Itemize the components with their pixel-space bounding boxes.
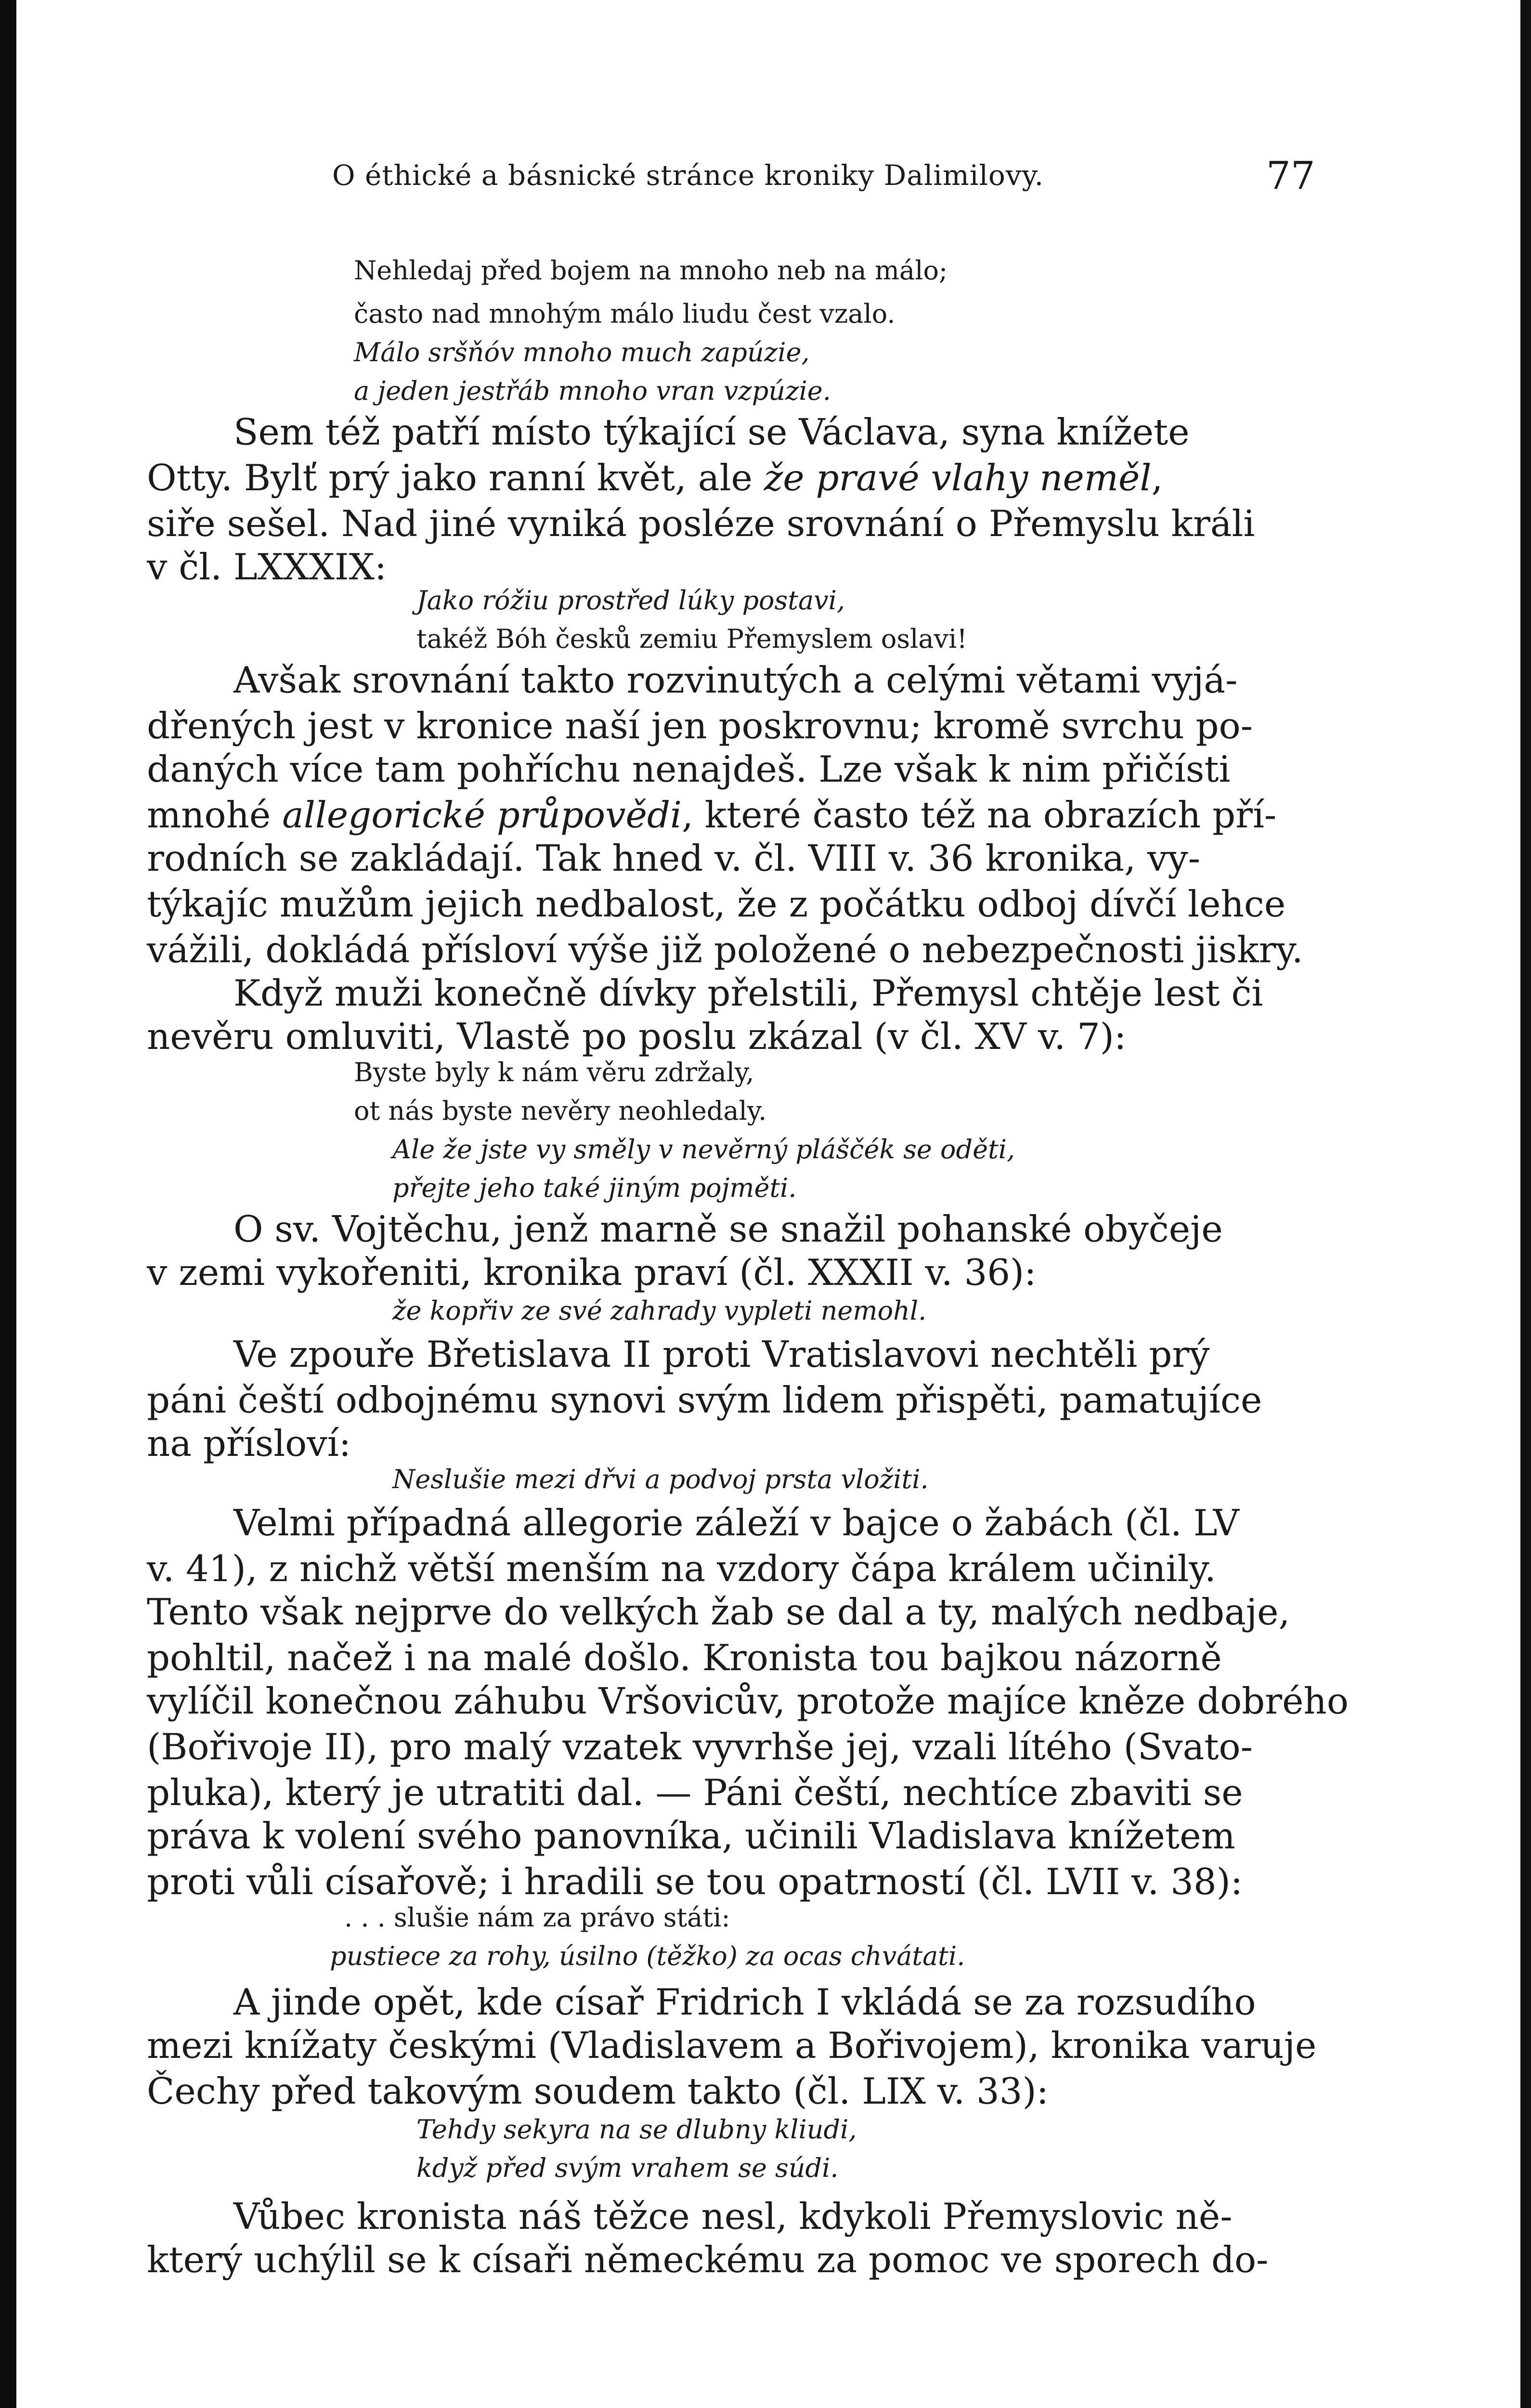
quote-line: Tehdy sekyra na se dlubny kliudi,	[416, 2114, 857, 2145]
body-line: nevěru omluviti, Vlastě po poslu zkázal (v čl. XV v. 7):	[147, 1015, 1127, 1058]
quote-line: ot nás byste nevěry neohledaly.	[354, 1096, 767, 1126]
body-line: páni čeští odbojnému synovi svým lidem přispěti, pamatujíce	[147, 1379, 1262, 1421]
body-text: , které často též na obrazích pří-	[681, 794, 1277, 836]
body-line: Avšak srovnání takto rozvinutých a celými větami vyjá-	[234, 659, 1238, 701]
page-number: 77	[1266, 153, 1315, 198]
body-line: proti vůli císařově; i hradili se tou opatrností (čl. LVII v. 38):	[147, 1860, 1243, 1903]
quote-line: . . . slušie nám za právo státi:	[344, 1902, 730, 1933]
quote-line: Ale že jste vy směly v nevěrný pláščék se oděti,	[392, 1134, 1015, 1165]
body-line: mezi knížaty českými (Vladislavem a Bořivojem), kronika varuje	[147, 2024, 1317, 2067]
body-line	[147, 794, 1277, 836]
scan-edge-right	[1520, 0, 1531, 2408]
body-line: Velmi případná allegorie záleží v bajce o žabách (čl. LV	[234, 1502, 1239, 1544]
body-line	[147, 457, 1163, 499]
body-line: Vůbec kronista náš těžce nesl, kdykoli Přemyslovic ně-	[234, 2195, 1233, 2238]
body-line: Když muži konečně dívky přelstili, Přemysl chtěje lest či	[234, 972, 1263, 1014]
quote-line: Jako róžiu prostřed lúky postavi,	[416, 585, 845, 615]
body-line: siře sešel. Nad jiné vyniká posléze srovnání o Přemyslu králi	[147, 502, 1255, 545]
quote-line: Nehledaj před bojem na mnoho neb na málo;	[354, 255, 948, 286]
body-line: O sv. Vojtěchu, jenž marně se snažil pohanské obyčeje	[234, 1208, 1223, 1250]
body-line: na přísloví:	[147, 1422, 351, 1465]
body-line: rodních se zakládají. Tak hned v. čl. VIII v. 36 kronika, vy-	[147, 837, 1201, 879]
quote-line: když před svým vrahem se súdi.	[416, 2153, 839, 2183]
scan-edge-left	[0, 0, 16, 2408]
quote-line: takéž Bóh česků zemiu Přemyslem oslavi!	[416, 624, 968, 654]
quote-line: často nad mnohým málo liudu čest vzalo.	[354, 299, 895, 329]
body-line: A jinde opět, kde císař Fridrich I vkládá se za rozsudího	[234, 1981, 1256, 2023]
body-line: vážili, dokládá přísloví výše již položené o nebezpečnosti jiskry.	[147, 929, 1303, 971]
body-line: Ve zpouře Břetislava II proti Vratislavovi nechtěli prý	[234, 1333, 1210, 1375]
body-line: který uchýlil se k císaři německému za pomoc ve sporech do-	[147, 2238, 1269, 2281]
body-text: Otty. Bylť prý jako ranní květ, ale	[147, 457, 764, 499]
body-line: v zemi vykořeniti, kronika praví (čl. XXXII v. 36):	[147, 1251, 1037, 1294]
body-line: Sem též patří místo týkající se Václava, syna knížete	[234, 411, 1190, 453]
emphasis: allegorické průpovědi	[282, 794, 682, 836]
quote-line: pustiece za rohy, úsilno (těžko) za ocas chvátati.	[330, 1941, 965, 1971]
quote-line: a jeden jestřáb mnoho vran vzpúzie.	[354, 376, 831, 406]
body-line: Tento však nejprve do velkých žab se dal a ty, malých nedbaje,	[147, 1591, 1290, 1633]
quote-line: Byste byly k nám věru zdržaly,	[354, 1057, 754, 1087]
body-line: práva k volení svého panovníka, učinili Vladislava knížetem	[147, 1815, 1235, 1857]
quote-text: že kopřiv ze své zahrady vypleti nemohl.	[392, 1296, 927, 1326]
running-title: O éthické a básnické stránce kroniky Dalimilovy.	[332, 159, 1044, 192]
body-line: dřených jest v kronice naší jen poskrovnu; kromě svrchu po-	[147, 705, 1253, 747]
body-line: v čl. LXXXIX:	[147, 546, 387, 588]
body-text: mnohé	[147, 794, 283, 836]
body-line: Čechy před takovým soudem takto (čl. LIX v. 33):	[147, 2070, 1049, 2112]
quote-line	[392, 1298, 926, 1324]
quote-line: přejte jeho také jiným pojměti.	[392, 1173, 797, 1203]
body-line: (Bořivoje II), pro malý vzatek vyvrhše jej, vzali lítého (Svato-	[147, 1726, 1253, 1768]
body-line: daných více tam pohříchu nenajdeš. Lze však k nim přičísti	[147, 748, 1231, 790]
body-line: vylíčil konečnou záhubu Vršovicův, protože majíce kněze dobrého	[147, 1680, 1349, 1722]
body-line: v. 41), z nichž větší menším na vzdory čápa králem učinily.	[147, 1547, 1216, 1590]
body-line: pohltil, načež i na malé došlo. Kronista tou bajkou názorně	[147, 1636, 1222, 1679]
emphasis: že pravé vlahy neměl	[764, 457, 1152, 499]
body-line: týkajíc mužům jejich nedbalost, že z počátku odboj dívčí lehce	[147, 883, 1286, 925]
body-text: ,	[1151, 457, 1163, 499]
quote-line: Málo sršňóv mnoho much zapúzie,	[354, 337, 810, 367]
body-line: pluka), který je utratiti dal. — Páni čeští, nechtíce zbaviti se	[147, 1771, 1243, 1814]
quote-line: Neslušie mezi dřvi a podvoj prsta vložiti.	[392, 1464, 929, 1494]
